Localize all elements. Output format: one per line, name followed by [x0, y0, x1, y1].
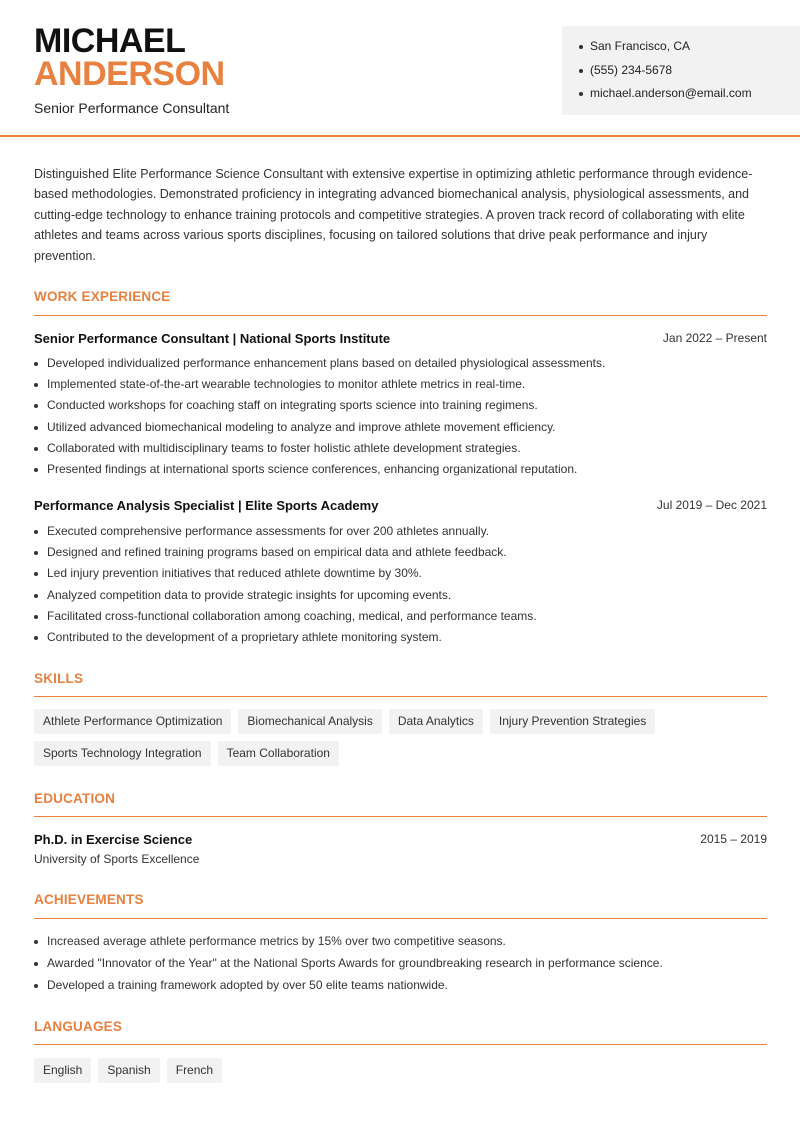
job-entry-date: Jul 2019 – Dec 2021: [656, 498, 767, 512]
list-item: [34, 462, 774, 483]
bullet-icon: [34, 551, 38, 555]
bullet-icon: [34, 447, 38, 451]
bullet-icon: [34, 383, 38, 387]
list-item-text: Increased average athlete performance metrics by 15% over two competitive seasons.: [47, 934, 506, 948]
job-title: Senior Performance Consultant: [34, 100, 230, 116]
section-divider: [34, 1044, 767, 1045]
list-item: [34, 545, 774, 566]
list-item: [34, 566, 774, 587]
list-item-text: Contributed to the development of a proprietary athlete monitoring system.: [47, 629, 442, 644]
skill-tag: Sports Technology Integration: [34, 741, 211, 766]
contact-email: [579, 86, 800, 110]
contact-box: [562, 26, 800, 115]
list-item-text: Utilized advanced biomechanical modeling to analyze and improve athlete movement efficiency.: [47, 419, 556, 434]
list-item-text: Developed a training framework adopted by over 50 elite teams nationwide.: [47, 978, 448, 992]
summary-paragraph: Distinguished Elite Performance Science Consultant with extensive expertise in optimizing athletic performance through evidence-based methodologies. Demonstrated proficiency in integrating advanced biomechanical analysis, physiological assessments, and cutting-edge technology to enhance training protocols and competitive strategies. A proven track record of collaborating with elite athletes and teams across various sports disciplines, focusing on tailored solutions that drive peak performance and injury prevention.: [34, 167, 753, 263]
section-title-education: EDUCATION: [34, 791, 116, 806]
bullet-icon: [34, 530, 38, 534]
skill-tag: Team Collaboration: [218, 741, 339, 766]
list-item-text: Collaborated with multidisciplinary teams to foster holistic athlete development strategies.: [47, 440, 521, 455]
list-item-text: Designed and refined training programs based on empirical data and athlete feedback.: [47, 545, 507, 560]
language-tag: French: [167, 1058, 222, 1083]
list-item-text: Implemented state-of-the-art wearable technologies to monitor athlete metrics in real-time.: [47, 377, 526, 392]
bullet-icon: [34, 404, 38, 408]
resume-header: [0, 0, 800, 137]
list-item: [34, 356, 774, 377]
list-item-text: Led injury prevention initiatives that reduced athlete downtime by 30%.: [47, 566, 422, 581]
list-item-text: Analyzed competition data to provide strategic insights for upcoming events.: [47, 587, 452, 602]
list-item: [34, 609, 774, 630]
list-item-text: Executed comprehensive performance assessments for over 200 athletes annually.: [47, 524, 490, 538]
list-item-text: Conducted workshops for coaching staff on integrating sports science into training regimens.: [47, 398, 538, 413]
section-divider: [34, 816, 767, 817]
bullet-icon: [579, 69, 583, 73]
last-name: ANDERSON: [34, 55, 225, 93]
bullet-icon: [34, 615, 38, 619]
job-entry-title: Performance Analysis Specialist | Elite Sports Academy: [34, 498, 379, 513]
list-item: [34, 524, 774, 545]
bullet-icon: [34, 594, 38, 598]
skill-tag: Data Analytics: [389, 709, 483, 734]
list-item-text: Presented findings at international sports science conferences, enhancing organizational reputation.: [47, 461, 578, 476]
skill-tag: Injury Prevention Strategies: [490, 709, 655, 734]
bullet-icon: [34, 984, 38, 988]
skill-tag: Athlete Performance Optimization: [34, 709, 231, 734]
section-title-skills: SKILLS: [34, 671, 84, 686]
contact-email-text: michael.anderson@email.com: [590, 86, 752, 100]
education-school: University of Sports Excellence: [34, 852, 200, 866]
job-entry-title: Senior Performance Consultant | National Sports Institute: [34, 331, 391, 346]
list-item-text: Facilitated cross-functional collaboration among coaching, medical, and performance teams.: [47, 608, 537, 623]
contact-phone-text: (555) 234-5678: [590, 62, 673, 77]
bullet-icon: [34, 572, 38, 576]
list-item: [34, 934, 774, 956]
list-item: [34, 956, 774, 978]
bullet-icon: [579, 92, 583, 96]
list-item: [34, 420, 774, 441]
job-bullets: [34, 356, 774, 483]
contact-phone: [579, 63, 800, 87]
language-tag: Spanish: [98, 1058, 159, 1083]
bullet-icon: [34, 636, 38, 640]
list-item: [34, 588, 774, 609]
language-tag: English: [34, 1058, 91, 1083]
first-name: MICHAEL: [34, 22, 186, 60]
list-item: [34, 441, 774, 462]
section-title-languages: LANGUAGES: [34, 1019, 123, 1034]
list-item: [34, 377, 774, 398]
section-divider: [34, 918, 767, 919]
list-item-text: Developed individualized performance enhancement plans based on detailed physiological assessments.: [47, 356, 606, 370]
bullet-icon: [34, 426, 38, 430]
section-divider: [34, 696, 767, 697]
section-divider: [34, 315, 767, 316]
education-date: 2015 – 2019: [700, 832, 767, 846]
bullet-icon: [34, 362, 38, 366]
job-entry-date: Jan 2022 – Present: [662, 331, 767, 345]
bullet-icon: [34, 940, 38, 944]
bullet-icon: [34, 468, 38, 472]
bullet-icon: [34, 962, 38, 966]
skill-tag: Biomechanical Analysis: [238, 709, 381, 734]
list-item: [34, 978, 774, 1000]
contact-location: [579, 39, 800, 63]
list-item: [34, 630, 774, 651]
contact-location-text: San Francisco, CA: [590, 39, 691, 53]
education-degree: Ph.D. in Exercise Science: [34, 832, 193, 847]
achievements-list: [34, 934, 774, 1000]
languages-list: [34, 1058, 774, 1090]
list-item: [34, 398, 774, 419]
list-item-text: Awarded "Innovator of the Year" at the National Sports Awards for groundbreaking research in performance science.: [47, 956, 663, 970]
job-bullets: [34, 524, 774, 651]
section-title-achievements: ACHIEVEMENTS: [34, 892, 144, 907]
section-title-work: WORK EXPERIENCE: [34, 289, 171, 304]
bullet-icon: [579, 45, 583, 49]
skills-list: [34, 709, 774, 773]
